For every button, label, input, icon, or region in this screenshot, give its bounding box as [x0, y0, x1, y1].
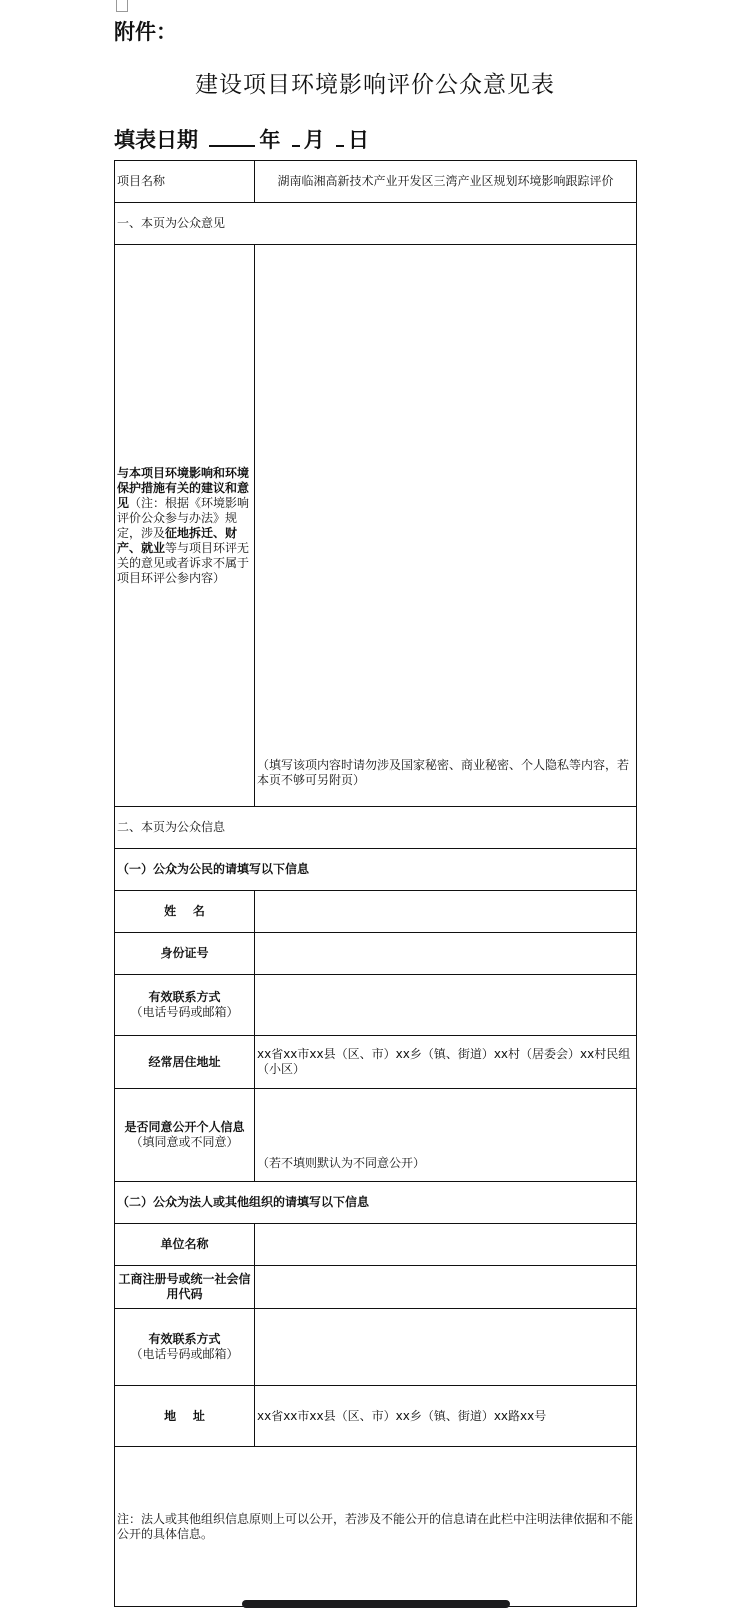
address-value[interactable]: [255, 1036, 637, 1089]
org-contact-label: [115, 1309, 255, 1386]
org-contact-label-main: 有效联系方式: [148, 1332, 221, 1346]
consent-hint: （若不填则默认为不同意公开）: [257, 1156, 426, 1170]
opinion-note-a: （注：根据《环境影响评价公众参与办法》规定，涉及: [117, 495, 250, 540]
month-blank[interactable]: [292, 127, 300, 147]
org-contact-label-sub: （电话号码或邮箱）: [130, 1347, 239, 1361]
project-name-value: 湖南临湘高新技术产业开发区三湾产业区规划环境影响跟踪评价: [255, 161, 637, 203]
name-row: [115, 891, 637, 933]
project-row: [115, 161, 637, 203]
fill-date-line: [114, 124, 369, 154]
opinion-row: [115, 245, 637, 807]
footer-note-row: [115, 1447, 637, 1607]
opinion-hint: （填写该项内容时请勿涉及国家秘密、商业秘密、个人隐私等内容，若本页不够可另附页）: [257, 758, 630, 787]
contact-input[interactable]: [255, 975, 637, 1036]
org-contact-input[interactable]: [255, 1309, 637, 1386]
name-label: 姓 名: [115, 891, 255, 933]
fill-date-label: 填表日期: [114, 128, 198, 152]
org-address-label: 地 址: [115, 1386, 255, 1447]
org-contact-row: [115, 1309, 637, 1386]
opinion-label: [115, 245, 255, 807]
contact-label-main: 有效联系方式: [148, 990, 221, 1004]
org-header-row: [115, 1182, 637, 1224]
consent-label-sub: （填同意或不同意）: [130, 1135, 239, 1149]
consent-label: [115, 1089, 255, 1182]
year-blank[interactable]: [209, 127, 255, 147]
contact-label-sub: （电话号码或邮箱）: [130, 1005, 239, 1019]
footer-note[interactable]: 注：法人或其他组织信息原则上可以公开，若涉及不能公开的信息请在此栏中注明法律依据和不能公开的具体信息。: [115, 1447, 637, 1607]
org-name-input[interactable]: [255, 1224, 637, 1266]
address-row: [115, 1036, 637, 1089]
opinion-note-c: 等与项目环评无关的意见或者诉求不属于项目环评公参内容）: [117, 540, 250, 585]
section1-title: 一、本页为公众意见: [115, 203, 637, 245]
public-opinion-form: [114, 160, 637, 1607]
reg-number-label: 工商注册号或统一社会信用代码: [115, 1266, 255, 1309]
consent-row: [115, 1089, 637, 1182]
consent-input[interactable]: [255, 1089, 637, 1182]
id-row: [115, 933, 637, 975]
attachment-label: 附件：: [114, 20, 177, 44]
project-name-label: 项目名称: [115, 161, 255, 203]
section1-row: [115, 203, 637, 245]
contact-label: [115, 975, 255, 1036]
section2-row: [115, 807, 637, 849]
org-address-template: xx省xx市xx县（区、市）xx乡（镇、街道）xx路xx号: [257, 1408, 547, 1423]
org-address-value[interactable]: [255, 1386, 637, 1447]
reg-row: [115, 1266, 637, 1309]
org-name-label: 单位名称: [115, 1224, 255, 1266]
id-number-input[interactable]: [255, 933, 637, 975]
org-name-row: [115, 1224, 637, 1266]
citizen-header-row: [115, 849, 637, 891]
consent-label-main: 是否同意公开个人信息: [124, 1120, 245, 1134]
opinion-note-b: 征地拆迁、财产、就业: [117, 525, 238, 555]
page-title: 建设项目环境影响评价公众意见表: [195, 72, 555, 98]
org-address-row: [115, 1386, 637, 1447]
id-number-label: 身份证号: [115, 933, 255, 975]
address-template: xx省xx市xx县（区、市）xx乡（镇、街道）xx村（居委会）xx村民组（小区）: [257, 1047, 631, 1076]
year-label: 年: [259, 128, 281, 152]
contact-row: [115, 975, 637, 1036]
opinion-label-bold: 与本项目环境影响和环境保护措施有关的建议和意见: [117, 465, 250, 510]
org-section-header: （二）公众为法人或其他组织的请填写以下信息: [115, 1182, 637, 1224]
opinion-input-area[interactable]: [255, 245, 637, 807]
reg-number-input[interactable]: [255, 1266, 637, 1309]
day-label: 日: [347, 128, 369, 152]
section2-title: 二、本页为公众信息: [115, 807, 637, 849]
home-indicator[interactable]: [242, 1600, 510, 1608]
citizen-section-header: （一）公众为公民的请填写以下信息: [115, 849, 637, 891]
month-label: 月: [303, 128, 325, 152]
name-input[interactable]: [255, 891, 637, 933]
day-blank[interactable]: [336, 127, 344, 147]
page-corner-mark: [116, 0, 128, 12]
address-label: 经常居住地址: [115, 1036, 255, 1089]
